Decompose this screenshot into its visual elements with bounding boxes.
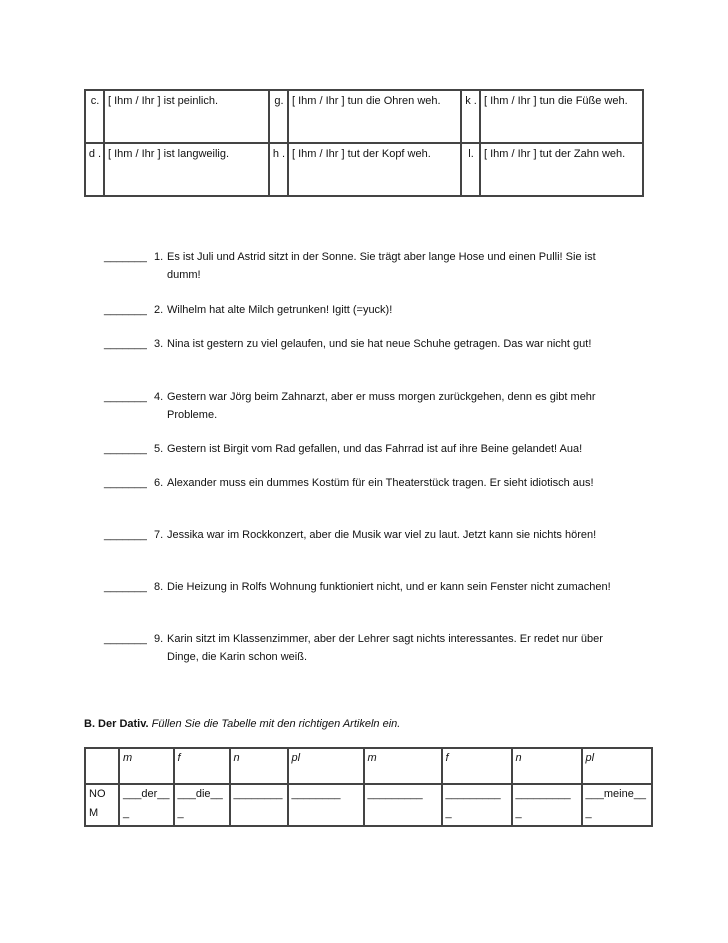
section-instruction: Füllen Sie die Tabelle mit den richtigen Artikeln ein. xyxy=(151,718,401,730)
exercise-text: Die Heizung in Rolfs Wohnung funktioniert nicht, und er kann sein Fenster nicht zumachen! xyxy=(167,581,611,593)
option-letter: k . xyxy=(461,90,480,143)
answer-blank[interactable]: _______ xyxy=(104,581,147,593)
option-letter: d . xyxy=(85,143,104,196)
table-row xyxy=(85,90,643,143)
header-cell: m xyxy=(364,748,442,784)
table-header-row xyxy=(85,748,652,784)
option-text: [ Ihm / Ihr ] tun die Füße weh. xyxy=(480,90,643,143)
option-letter: l. xyxy=(461,143,480,196)
option-letter: h . xyxy=(269,143,288,196)
exercise-text: Alexander muss ein dummes Kostüm für ein Theaterstück tragen. Er sieht idiotisch aus! xyxy=(167,477,594,489)
answer-blank[interactable]: _______ xyxy=(104,338,147,350)
article-cell[interactable]: ________ xyxy=(230,784,288,826)
article-cell[interactable]: ________ xyxy=(288,784,364,826)
answer-blank[interactable]: _______ xyxy=(104,633,147,645)
option-text: [ Ihm / Ihr ] tun die Ohren weh. xyxy=(288,90,461,143)
exercise-number: 9. xyxy=(154,633,164,645)
header-cell: n xyxy=(230,748,288,784)
exercise-number: 2. xyxy=(154,304,164,316)
option-text: [ Ihm / Ihr ] tut der Zahn weh. xyxy=(480,143,643,196)
header-cell: pl xyxy=(288,748,364,784)
answer-blank[interactable]: _______ xyxy=(104,529,147,541)
article-cell[interactable]: ___der__ _ xyxy=(119,784,174,826)
section-b-heading xyxy=(84,715,400,733)
table-row xyxy=(85,143,643,196)
header-cell: n xyxy=(512,748,582,784)
exercise-number: 4. xyxy=(154,391,164,403)
exercise-text: Nina ist gestern zu viel gelaufen, und sie hat neue Schuhe getragen. Das war nicht gut! xyxy=(167,338,592,350)
header-cell: f xyxy=(174,748,230,784)
exercise-number: 3. xyxy=(154,338,164,350)
article-cell[interactable]: ___die__ _ xyxy=(174,784,230,826)
article-cell[interactable]: _________ _ xyxy=(442,784,512,826)
header-cell: m xyxy=(119,748,174,784)
header-cell xyxy=(85,748,119,784)
answer-blank[interactable]: _______ xyxy=(104,391,147,403)
table-row xyxy=(85,784,652,826)
exercise-number: 8. xyxy=(154,581,164,593)
option-text: [ Ihm / Ihr ] ist peinlich. xyxy=(104,90,269,143)
exercise-text: Wilhelm hat alte Milch getrunken! Igitt (=yuck)! xyxy=(167,304,393,316)
article-cell[interactable]: _________ xyxy=(364,784,442,826)
section-label: B. Der Dativ. xyxy=(84,718,149,730)
exercise-number: 6. xyxy=(154,477,164,489)
exercise-number: 1. xyxy=(154,251,164,263)
option-letter: c. xyxy=(85,90,104,143)
row-label: NO M xyxy=(85,784,119,826)
header-cell: pl xyxy=(582,748,652,784)
article-cell[interactable]: ___meine__ _ xyxy=(582,784,652,826)
option-text: [ Ihm / Ihr ] tut der Kopf weh. xyxy=(288,143,461,196)
answer-blank[interactable]: _______ xyxy=(104,304,147,316)
pronoun-choice-table xyxy=(84,89,644,197)
answer-blank[interactable]: _______ xyxy=(104,477,147,489)
option-text: [ Ihm / Ihr ] ist langweilig. xyxy=(104,143,269,196)
article-cell[interactable]: _________ _ xyxy=(512,784,582,826)
exercise-number: 7. xyxy=(154,529,164,541)
option-letter: g. xyxy=(269,90,288,143)
exercise-text: Karin sitzt im Klassenzimmer, aber der Lehrer sagt nichts interessantes. Er redet nur über Dinge, die Karin schon weiß. xyxy=(167,633,603,663)
exercise-text: Gestern war Jörg beim Zahnarzt, aber er muss morgen zurückgehen, denn es gibt mehr Probleme. xyxy=(167,391,596,421)
exercise-text: Gestern ist Birgit vom Rad gefallen, und das Fahrrad ist auf ihre Beine gelandet! Aua! xyxy=(167,443,583,455)
header-cell: f xyxy=(442,748,512,784)
exercise-number: 5. xyxy=(154,443,164,455)
answer-blank[interactable]: _______ xyxy=(104,251,147,263)
answer-blank[interactable]: _______ xyxy=(104,443,147,455)
dative-article-table xyxy=(84,747,653,827)
exercise-text: Es ist Juli und Astrid sitzt in der Sonne. Sie trägt aber lange Hose und einen Pulli! Sie ist dumm! xyxy=(167,251,596,281)
exercise-text: Jessika war im Rockkonzert, aber die Musik war viel zu laut. Jetzt kann sie nichts hören! xyxy=(167,529,597,541)
